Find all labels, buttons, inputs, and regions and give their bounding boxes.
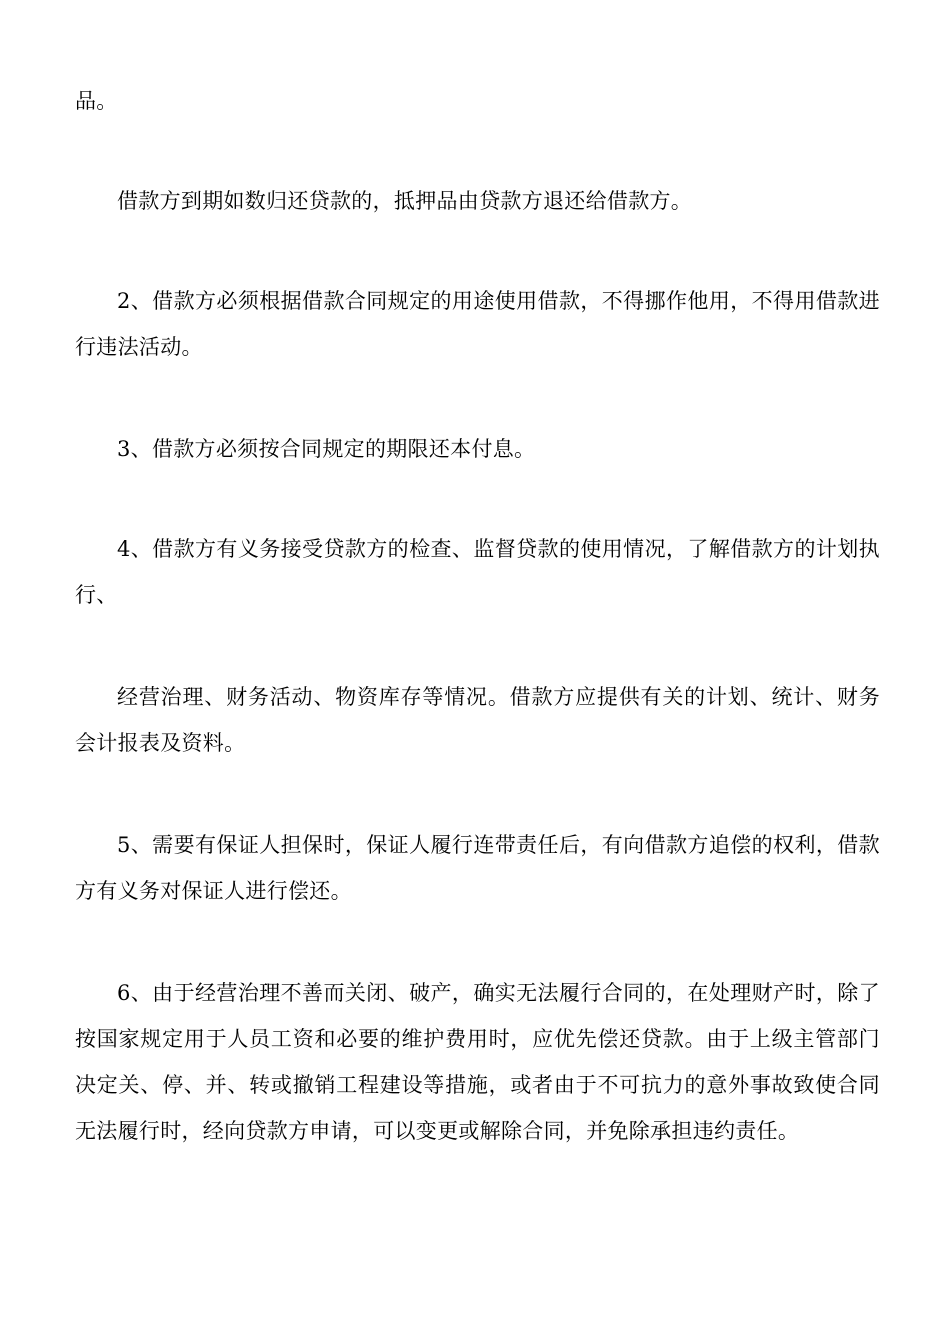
paragraph-clause-3: 3、借款方必须按合同规定的期限还本付息。 — [117, 437, 536, 461]
paragraph-collateral-return: 借款方到期如数归还贷款的，抵押品由贷款方退还给借款方。 — [117, 189, 693, 213]
paragraph-clause-2: 2、借款方必须根据借款合同规定的用途使用借款，不得挪作他用，不得用借款进行违法活动。 — [75, 289, 880, 359]
paragraph-clause-5: 5、需要有保证人担保时，保证人履行连带责任后，有向借款方追偿的权利，借款方有义务对保证人进行偿还。 — [75, 833, 880, 903]
paragraph-clause-4-continued: 经营治理、财务活动、物资库存等情况。借款方应提供有关的计划、统计、财务会计报表及资料。 — [75, 685, 880, 755]
paragraph-clause-6: 6、由于经营治理不善而关闭、破产，确实无法履行合同的，在处理财产时，除了按国家规定用于人员工资和必要的维护费用时，应优先偿还贷款。由于上级主管部门决定关、停、并、转或撤销工程建设等措施，或者由于不可抗力的意外事故致使合同无法履行时，经向贷款方申请，可以变更或解除合同，并免除承担违约责任。 — [75, 981, 880, 1143]
paragraph-clause-4: 4、借款方有义务接受贷款方的检查、监督贷款的使用情况，了解借款方的计划执行、 — [75, 537, 880, 607]
paragraph-continuation: 品。 — [75, 89, 118, 113]
